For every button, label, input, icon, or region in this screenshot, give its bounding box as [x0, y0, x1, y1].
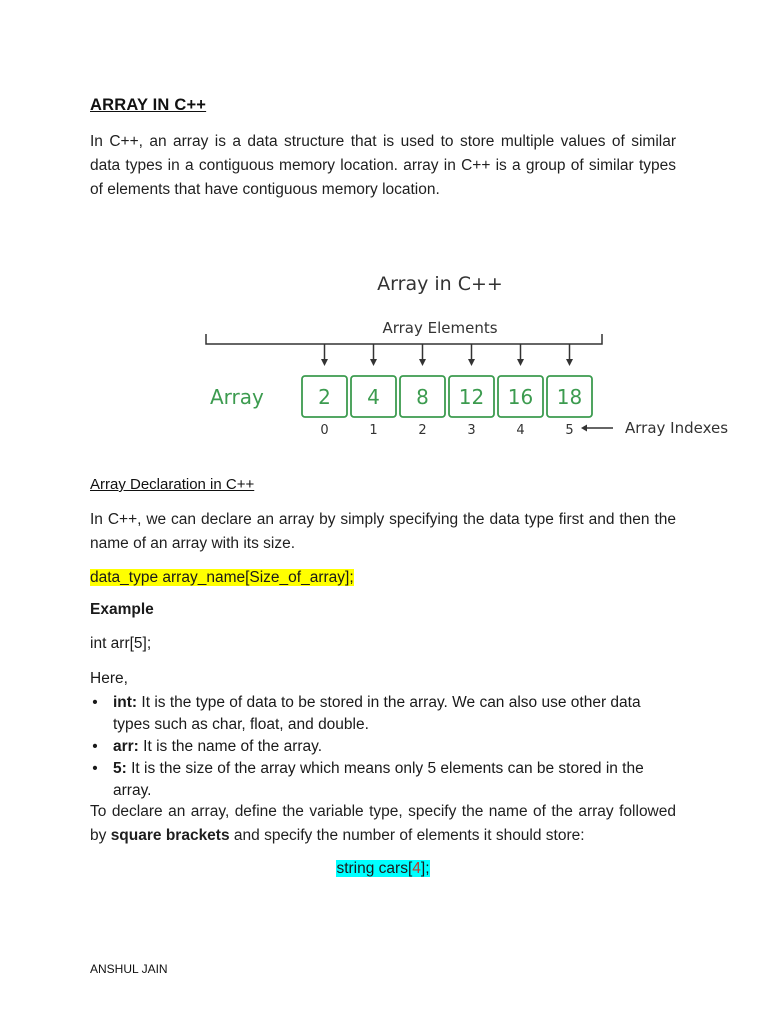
array-cell-value: 16: [507, 385, 534, 409]
here-label: Here,: [90, 670, 128, 687]
array-cells: [302, 376, 592, 417]
element-arrows: [321, 344, 573, 366]
array-index: 5: [565, 423, 574, 438]
code-highlight: [336, 860, 429, 877]
element-arrow-head: [370, 359, 377, 366]
footer-author: ANSHUL JAIN: [90, 962, 168, 976]
indexes-label: Array Indexes: [625, 419, 729, 437]
array-cell-value: 4: [367, 385, 380, 409]
array-cell-value: 18: [556, 385, 583, 409]
array-index: 3: [467, 423, 476, 438]
explanation-list: [90, 692, 676, 802]
declare-text-before: To declare an array, define the variable type, specify the name of the array followed by: [90, 803, 676, 844]
code-text-after: ];: [420, 860, 430, 877]
syntax-code: [90, 567, 354, 589]
array-index: 1: [369, 423, 378, 438]
elements-label: Array Elements: [382, 319, 498, 337]
list-item: [90, 736, 676, 758]
list-item-term: 5:: [113, 760, 127, 777]
list-item: [90, 692, 676, 736]
element-arrow-head: [566, 359, 573, 366]
element-arrow-head: [419, 359, 426, 366]
array-index: 2: [418, 423, 427, 438]
bullet-icon: •: [92, 694, 98, 711]
index-arrow-head: [581, 425, 587, 432]
array-cell-value: 8: [416, 385, 429, 409]
list-item-term: int:: [113, 694, 138, 711]
array-diagram: [190, 264, 760, 444]
example-label: Example: [90, 601, 154, 618]
code-text-before: string cars[: [336, 860, 413, 877]
example-code: int arr[5];: [90, 635, 152, 652]
syntax-highlight: data_type array_name[Size_of_array];: [90, 569, 354, 586]
list-item-term: arr:: [113, 738, 139, 755]
list-item-text: It is the size of the array which means only 5 elements can be stored in the array.: [113, 760, 644, 799]
list-item-text: It is the name of the array.: [138, 738, 323, 755]
element-arrow-head: [517, 359, 524, 366]
intro-paragraph: In C++, an array is a data structure that is used to store multiple values of similar data types in a contiguous memory location. array in C++ is a group of similar types of elements that have contiguous memory location.: [90, 133, 676, 198]
list-item-text: It is the type of data to be stored in the array. We can also use other data types such as char, float, and double.: [113, 694, 641, 733]
list-item: [90, 758, 676, 802]
declaration-paragraph: In C++, we can declare an array by simply specifying the data type first and then the name of an array with its size.: [90, 511, 676, 552]
array-indexes: [320, 423, 573, 438]
declare-text-after: and specify the number of elements it should store:: [229, 827, 585, 844]
array-index: 4: [516, 423, 525, 438]
array-cell-value: 12: [458, 385, 485, 409]
page-title: ARRAY IN C++: [90, 96, 207, 114]
code-number: 4: [412, 860, 421, 877]
array-index: 0: [320, 423, 329, 438]
declaration-heading: Array Declaration in C++: [90, 476, 255, 493]
element-arrow-head: [321, 359, 328, 366]
array-label: Array: [210, 385, 264, 409]
declare-text-bold: square brackets: [110, 827, 230, 844]
bullet-icon: •: [92, 760, 98, 777]
bullet-icon: •: [92, 738, 98, 755]
string-cars-code: [90, 860, 676, 878]
declare-paragraph: [90, 800, 676, 848]
array-cell-value: 2: [318, 385, 331, 409]
element-arrow-head: [468, 359, 475, 366]
diagram-title: Array in C++: [377, 273, 503, 295]
